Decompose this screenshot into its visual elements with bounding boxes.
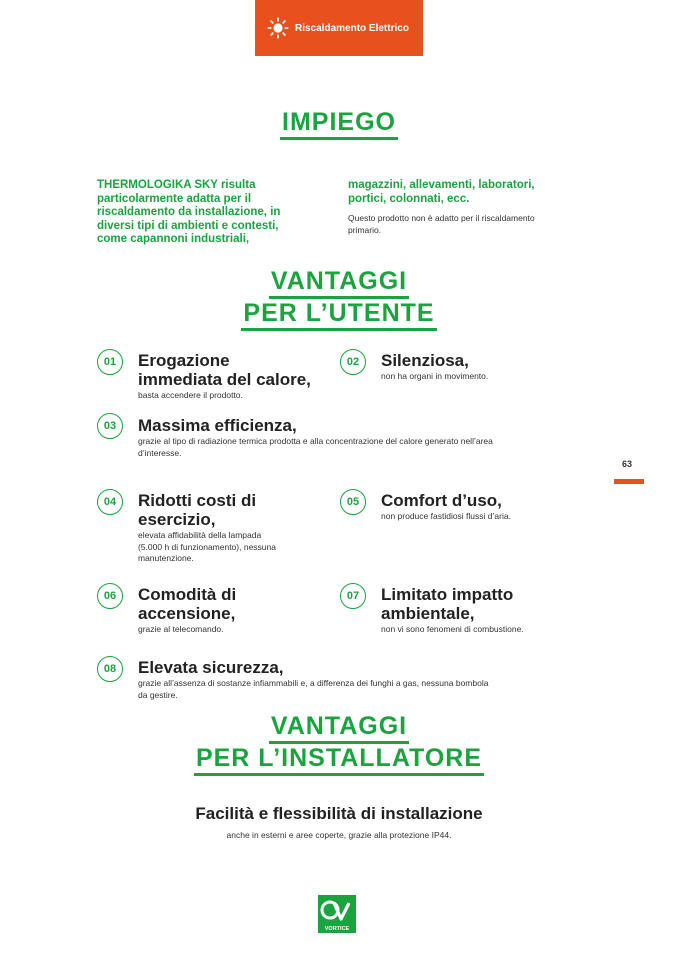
- vantaggio-item-03: [138, 416, 598, 459]
- sun-icon: [267, 17, 289, 39]
- item-heading: Ridotti costi di esercizio,: [138, 491, 257, 529]
- page-number: 63: [622, 459, 633, 469]
- vantaggio-item-07: [381, 585, 611, 636]
- item-desc: grazie al telecomando.: [138, 624, 224, 634]
- item-desc: basta accendere il prodotto.: [138, 390, 243, 400]
- item-number-badge: 05: [340, 489, 366, 515]
- installatore-heading: Facilità e flessibilità di installazione: [195, 804, 483, 823]
- item-desc: grazie al tipo di radiazione termica prodotta e alla concentrazione del calore generato nell’area d’interesse.: [138, 436, 493, 458]
- vantaggi-installatore-title: VANTAGGI PER L’INSTALLATORE: [0, 710, 678, 774]
- vantaggio-item-04: [138, 491, 338, 565]
- item-heading: Elevata sicurezza,: [138, 658, 284, 677]
- item-heading: Massima efficienza,: [138, 416, 297, 435]
- page-number-bar: [614, 479, 644, 484]
- item-desc: grazie all’assenza di sostanze infiammabili e, a differenza dei funghi a gas, nessuna bombola da gestire.: [138, 678, 489, 700]
- item-desc: non ha organi in movimento.: [381, 371, 489, 381]
- item-number-badge: 02: [340, 349, 366, 375]
- logo-text: VORTICE: [324, 926, 350, 932]
- item-number-badge: 08: [97, 656, 123, 682]
- impiego-left-text: THERMOLOGIKA SKY risulta particolarmente adatta per il riscaldamento da installazione, in diversi tipi di ambienti e contesti, come capannoni industriali,: [97, 179, 281, 245]
- item-desc: non produce fastidiosi flussi d’aria.: [381, 511, 511, 521]
- item-desc: non vi sono fenomeni di combustione.: [381, 624, 524, 634]
- item-heading: Comodità di accensione,: [138, 585, 237, 623]
- installatore-desc: anche in esterni e aree coperte, grazie alla protezione IP44.: [226, 830, 452, 840]
- vantaggio-item-06: [138, 585, 338, 636]
- vantaggio-item-05: [381, 491, 611, 523]
- section-tab-label: Riscaldamento Elettrico: [295, 22, 409, 34]
- item-heading: Erogazione immediata del calore,: [138, 351, 311, 389]
- item-heading: Limitato impatto ambientale,: [381, 585, 514, 623]
- vantaggio-item-08: [138, 658, 598, 701]
- impiego-note: Questo prodotto non è adatto per il riscaldamento primario.: [348, 213, 535, 235]
- item-heading: Silenziosa,: [381, 351, 469, 370]
- item-heading: Comfort d’uso,: [381, 491, 502, 510]
- impiego-right-text: magazzini, allevamenti, laboratori, portici, colonnati, ecc.: [348, 179, 535, 205]
- vantaggio-item-01: [138, 351, 338, 402]
- item-number-badge: 01: [97, 349, 123, 375]
- item-number-badge: 04: [97, 489, 123, 515]
- section-tab: [255, 0, 423, 56]
- item-number-badge: 07: [340, 583, 366, 609]
- item-number-badge: 03: [97, 413, 123, 439]
- impiego-title: IMPIEGO: [0, 108, 678, 137]
- vantaggio-item-02: [381, 351, 611, 383]
- vantaggi-utente-title: VANTAGGI PER L’UTENTE: [0, 265, 678, 329]
- item-desc: elevata affidabilità della lampada (5.000 h di funzionamento), nessuna manutenzione.: [138, 530, 276, 563]
- item-number-badge: 06: [97, 583, 123, 609]
- vortice-logo-icon: [318, 895, 356, 933]
